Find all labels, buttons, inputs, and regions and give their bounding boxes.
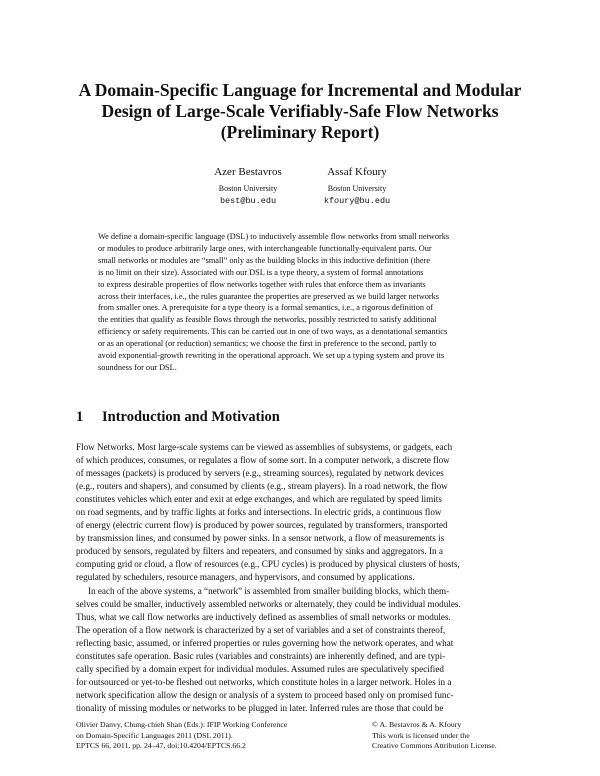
body-line: selves could be smaller, inductively assembled networks or alternately, they could be individual modules. <box>76 599 461 609</box>
body-line: of energy (electric current flow) is produced by power sources, regulated by transformers, transported <box>76 520 448 530</box>
section-title: Introduction and Motivation <box>102 409 280 425</box>
title-line: A Domain-Specific Language for Incremental and Modular <box>78 80 522 100</box>
abstract-line: the entities that qualify as feasible flows through the networks, possibly restricted to satisfy additional <box>98 315 437 325</box>
abstract-line: efficiency or safety requirements. This can be carried out in one of two ways, as a denotational semantics <box>98 327 448 337</box>
body-line: network specification allow the design or analysis of a system to proceed based only on promised func- <box>76 690 454 700</box>
body-line: on road segments, and by traffic lights at forks and intersections. In electric grids, a continuous flow <box>76 507 442 517</box>
author-email: best@bu.edu <box>219 196 277 206</box>
body-line: (e.g., routers and shapers), and consumed by clients (e.g., stream players). In a road network, the flow <box>76 481 448 491</box>
body-line: produced by sensors, regulated by filters and repeaters, and consumed by sinks and aggregators. In a <box>76 546 443 556</box>
body-line: reflecting basic, assumed, or inferred properties or rules governing how the network operates, and what <box>76 638 454 648</box>
paragraph-networks <box>76 585 524 715</box>
author-name: Azer Bestavros <box>214 166 282 178</box>
footer-line: Creative Commons Attribution License. <box>372 741 497 751</box>
abstract-line: to express desirable properties of flow networks together with rules that enforce them as invariants <box>98 279 426 289</box>
abstract-line: We define a domain-specific language (DSL) to inductively assemble flow networks from small networks <box>98 232 450 241</box>
title-line: Design of Large-Scale Verifiably-Safe Flow Networks <box>101 101 499 121</box>
author-name: Assaf Kfoury <box>327 166 387 178</box>
footer-line: This work is licensed under the <box>372 730 470 740</box>
body-line: Thus, what we call flow networks are inductively defined as assemblies of small networks or modules. <box>76 612 451 622</box>
body-line: The operation of a flow network is characterized by a set of variables and a set of constraints thereof, <box>76 625 446 635</box>
author-email: kfoury@bu.edu <box>323 196 391 206</box>
author-affiliation: Boston University <box>218 184 278 193</box>
body-text <box>76 441 524 715</box>
author-2 <box>277 165 437 207</box>
author-affiliation: Boston University <box>327 184 387 193</box>
paper-title <box>60 80 540 143</box>
footer-line: EPTCS 66, 2011, pp. 24–47, doi:10.4204/EPTCS.66.2 <box>76 741 246 751</box>
footer-publication-info <box>76 720 346 752</box>
body-line: regulated by schedulers, resource managers, and hypervisors, and consumed by applications. <box>76 572 415 582</box>
body-line: In each of the above systems, a “network” is assembled from smaller building blocks, which them- <box>88 586 450 596</box>
body-line: cally specified by a domain expert for individual modules. Assumed rules are speculatively specified <box>76 664 444 674</box>
abstract-line: or modules to produce arbitrarily large ones, with interchangeable functionally-equivalent parts. Our <box>98 243 432 253</box>
footer-line: on Domain-Specific Languages 2011 (DSL 2011). <box>76 730 233 740</box>
footer-line: © A. Bestavros & A. Kfoury <box>372 720 462 729</box>
section-heading <box>76 409 280 426</box>
abstract-line: avoid exponential-growth rewriting in the operational approach. We set up a typing system and prove its <box>98 351 445 361</box>
footer-license <box>372 720 542 752</box>
footer-line: Olivier Danvy, Chung-chieh Shan (Eds.): IFIP Working Conference <box>76 720 288 729</box>
body-line: of messages (packets) is produced by servers (e.g., streaming sources), regulated by network devices <box>76 468 444 478</box>
body-line: Flow Networks. Most large-scale systems can be viewed as assemblies of subsystems, or gadgets, each <box>76 442 453 452</box>
body-line: constitutes vehicles which enter and exit at edge exchanges, and which are regulated by speed limits <box>76 494 442 504</box>
body-line: constitutes safe operation. Basic rules (variables and constraints) are inherently defined, and are typi- <box>76 651 446 661</box>
body-line: for outsourced or yet-to-be fleshed out networks, which constitute holes in a larger network. Holes in a <box>76 677 452 687</box>
abstract-line: or as an operational (or reduction) semantics; we choose the first in preference to the second, partly to <box>98 339 437 349</box>
abstract-line: soundness for our DSL. <box>98 362 177 372</box>
paragraph-flow-networks <box>76 441 524 584</box>
section-number: 1 <box>76 409 84 425</box>
abstract-line: is no limit on their size). Associated with our DSL is a type theory, a system of formal annotations <box>98 267 424 277</box>
body-line: by transmission lines, and consumed by power sinks. In a sensor network, a flow of measurements is <box>76 533 445 543</box>
abstract-line: small networks or modules are “small” only as the building blocks in this inductive definition (there <box>98 255 431 265</box>
body-line: of which produces, consumes, or regulates a flow of some sort. In a computer network, a discrete flow <box>76 455 450 465</box>
abstract-line: across their interfaces, i.e., the rules guarantee the properties are preserved as we build larger networks <box>98 291 440 301</box>
abstract <box>98 231 502 374</box>
body-line: tionality of missing modules or networks to be plugged in later. Inferred rules are those that could be <box>76 703 444 713</box>
title-line: (Preliminary Report) <box>220 122 380 142</box>
body-line: computing grid or cloud, a flow of resources (e.g., CPU cycles) is produced by physical clusters of hosts, <box>76 559 460 569</box>
abstract-line: from smaller ones. A prerequisite for a type theory is a formal semantics, i.e., a rigorous definition of <box>98 303 434 313</box>
